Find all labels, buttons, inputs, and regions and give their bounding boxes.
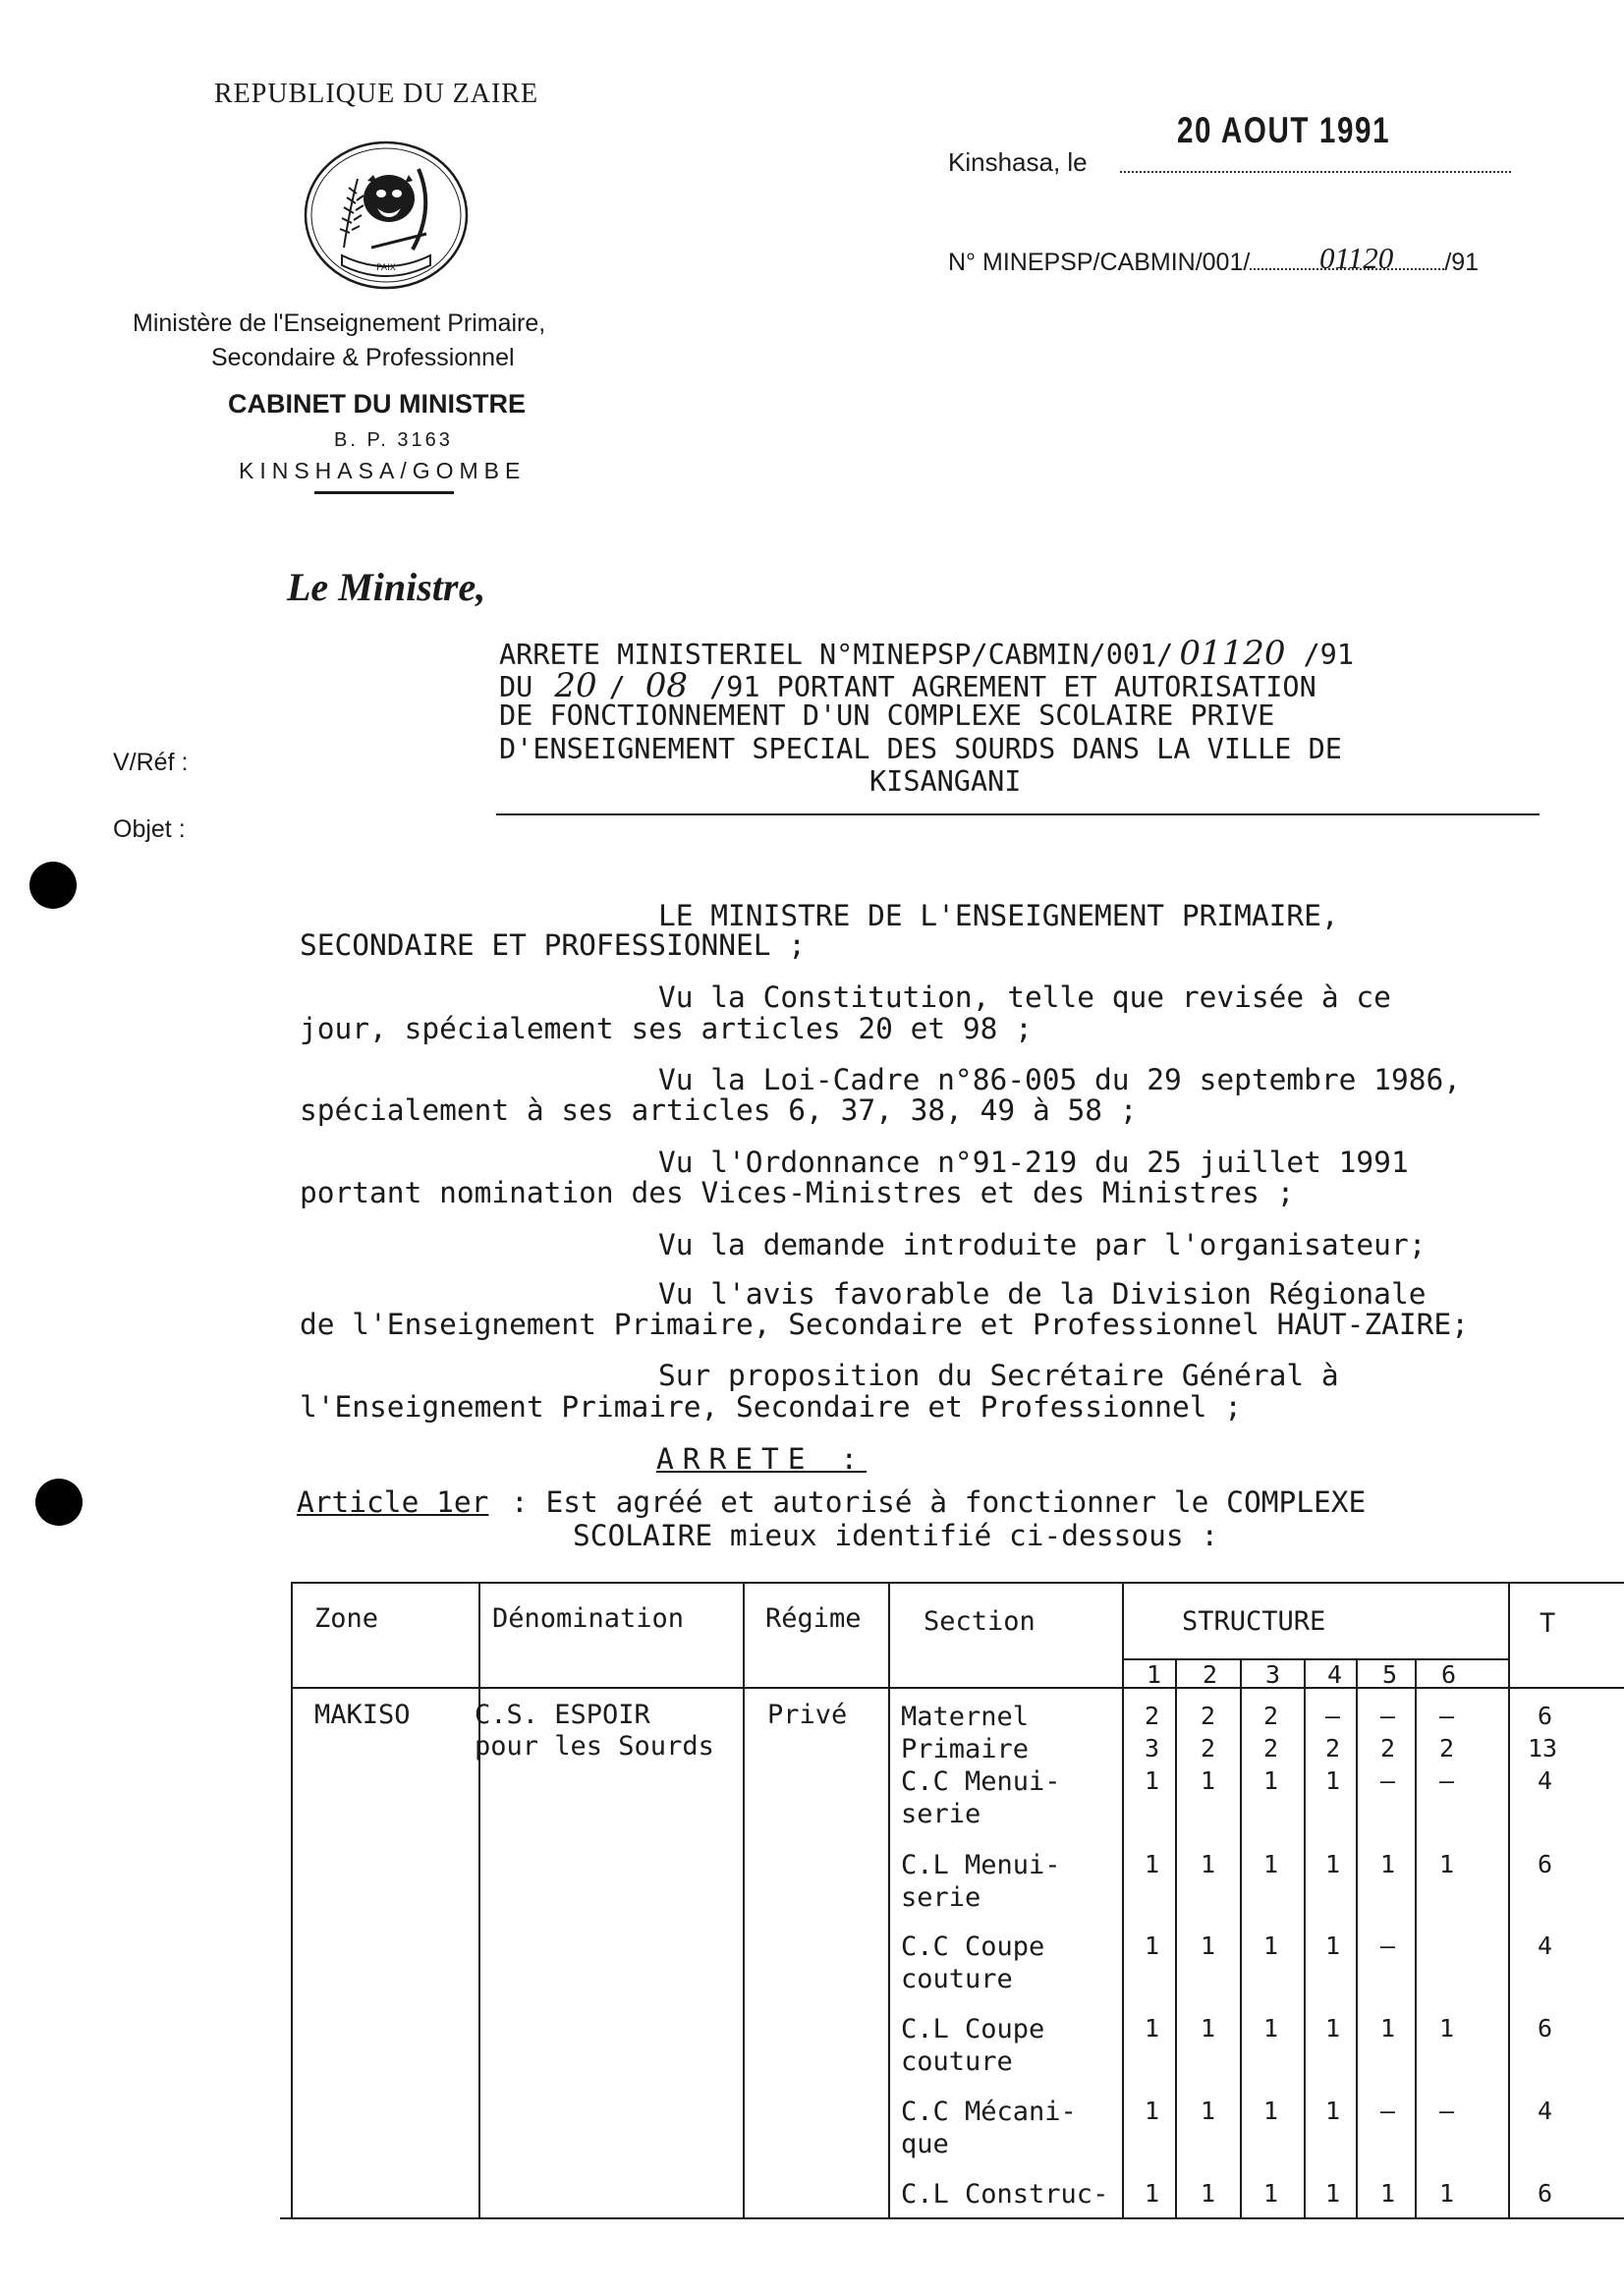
header-year-6: 6	[1441, 1660, 1457, 1689]
reference-handwritten-number: 01120	[1319, 241, 1394, 275]
column-divider	[888, 1582, 890, 2218]
reference-prefix: N° MINEPSP/CABMIN/001/	[948, 249, 1251, 276]
cell-section: C.L Menui-	[901, 1850, 1061, 1880]
cell-year-5: 1	[1380, 2014, 1396, 2043]
cell-year-5: –	[1380, 1702, 1396, 1730]
column-divider	[743, 1582, 745, 2218]
cell-year-3: 1	[1263, 2097, 1279, 2125]
cell-year-3: 1	[1263, 1850, 1279, 1878]
header-year-1: 1	[1147, 1660, 1162, 1689]
year-divider	[1356, 1658, 1358, 2218]
subject-line2: DU 20 / 08 /91 PORTANT AGREMENT ET AUTORISATION	[499, 666, 1316, 705]
cell-year-3: 1	[1263, 2179, 1279, 2208]
date-dotted-line	[1120, 171, 1511, 173]
whereas-demande: Vu la demande introduite par l'organisateur;	[658, 1228, 1427, 1261]
cell-year-5: 1	[1380, 2179, 1396, 2208]
cell-regime: Privé	[767, 1700, 848, 1730]
cell-year-4: 1	[1325, 1931, 1341, 1960]
place-date-label: Kinshasa, le	[948, 147, 1088, 177]
arrete-heading: ARRETE :	[656, 1442, 868, 1476]
cell-year-4: 1	[1325, 2014, 1341, 2043]
cell-section: serie	[901, 1882, 981, 1913]
cell-year-6: –	[1439, 1702, 1455, 1730]
cell-year-2: 1	[1201, 1931, 1216, 1960]
cell-section: C.C Coupe	[901, 1931, 1045, 1962]
cell-section: couture	[901, 1964, 1013, 1994]
cell-year-5: –	[1380, 2097, 1396, 2125]
cell-year-1: 1	[1145, 1766, 1160, 1795]
cell-section: C.C Menui-	[901, 1766, 1061, 1797]
cell-year-1: 1	[1145, 2097, 1160, 2125]
whereas-loi-cadre: Vu la Loi-Cadre n°86-005 du 29 septembre 1986,	[658, 1063, 1461, 1096]
header-section: Section	[924, 1606, 1036, 1637]
cell-year-4: –	[1325, 1702, 1341, 1730]
cell-year-5: 1	[1380, 1850, 1396, 1878]
cell-total: 4	[1538, 2097, 1553, 2125]
header-zone: Zone	[314, 1603, 379, 1634]
cell-year-1: 1	[1145, 1850, 1160, 1878]
cell-year-3: 1	[1263, 1931, 1279, 1960]
cell-year-2: 1	[1201, 1850, 1216, 1878]
cell-year-5: –	[1380, 1766, 1396, 1795]
vref-label: V/Réf :	[113, 749, 189, 776]
year-divider	[1175, 1658, 1177, 2218]
subject-rule	[496, 813, 1540, 815]
cell-year-4: 1	[1325, 1766, 1341, 1795]
subject-line4: D'ENSEIGNEMENT SPECIAL DES SOURDS DANS LA VILLE DE	[499, 733, 1342, 765]
postal-box: B. P. 3163	[334, 429, 453, 451]
ministry-name-line1: Ministère de l'Enseignement Primaire,	[133, 309, 546, 337]
cell-total: 6	[1538, 2179, 1553, 2208]
column-divider	[478, 1582, 480, 2218]
reference-suffix: /91	[1444, 249, 1480, 276]
column-divider	[1122, 1582, 1124, 2218]
cell-year-2: 1	[1201, 2097, 1216, 2125]
cell-year-1: 1	[1145, 2014, 1160, 2043]
cell-zone: MAKISO	[314, 1700, 411, 1730]
objet-label: Objet :	[113, 815, 186, 843]
cell-year-5: –	[1380, 1931, 1396, 1960]
whereas-avis-cont: de l'Enseignement Primaire, Secondaire et Professionnel HAUT-ZAIRE;	[300, 1308, 1469, 1341]
cell-year-1: 2	[1145, 1702, 1160, 1730]
whereas-constitution: Vu la Constitution, telle que revisée à ce	[658, 980, 1391, 1014]
whereas-avis: Vu l'avis favorable de la Division Régionale	[658, 1277, 1427, 1311]
header-denomination: Dénomination	[492, 1603, 685, 1634]
article-text-line2: SCOLAIRE mieux identifié ci-dessous :	[573, 1519, 1219, 1552]
header-year-5: 5	[1382, 1660, 1398, 1689]
cell-year-2: 1	[1201, 2179, 1216, 2208]
article-text-line1: : Est agréé et autorisé à fonctionner le COMPLEXE	[511, 1485, 1367, 1519]
cell-section: couture	[901, 2046, 1013, 2077]
year-divider	[1415, 1658, 1417, 2218]
cell-year-6: 1	[1439, 1850, 1455, 1878]
cell-total: 4	[1538, 1931, 1553, 1960]
cell-year-2: 2	[1201, 1702, 1216, 1730]
address-underline	[314, 491, 454, 494]
whereas-proposition: Sur proposition du Secrétaire Général à	[658, 1359, 1339, 1392]
subject-line1: ARRETE MINISTERIEL N°MINEPSP/CABMIN/001/ 01120 /91	[499, 634, 1354, 673]
table-border-left	[291, 1582, 293, 2218]
decree-title-line2: SECONDAIRE ET PROFESSIONNEL ;	[300, 928, 807, 962]
cell-section: Primaire	[901, 1734, 1030, 1764]
cell-section: que	[901, 2129, 949, 2159]
cell-section: C.C Mécani-	[901, 2097, 1077, 2127]
cell-total: 4	[1538, 1766, 1553, 1795]
cell-section: C.L Coupe	[901, 2014, 1045, 2044]
cell-year-6: –	[1439, 2097, 1455, 2125]
ministry-name-line2: Secondaire & Professionnel	[211, 344, 515, 371]
cell-denomination-line2: pour les Sourds	[475, 1731, 714, 1762]
cell-section: C.L Construc-	[901, 2179, 1109, 2210]
cell-year-4: 1	[1325, 1850, 1341, 1878]
cell-year-2: 1	[1201, 1766, 1216, 1795]
header-structure: STRUCTURE	[1182, 1606, 1326, 1637]
cell-year-2: 2	[1201, 1734, 1216, 1763]
header-total: T	[1540, 1608, 1556, 1639]
reference-number	[948, 249, 1479, 277]
subject-day: 20	[554, 666, 597, 705]
cell-year-6: 2	[1439, 1734, 1455, 1763]
decree-title-line1: LE MINISTRE DE L'ENSEIGNEMENT PRIMAIRE,	[658, 899, 1339, 932]
subject-month: 08	[644, 666, 689, 705]
header-year-2: 2	[1203, 1660, 1218, 1689]
header-regime: Régime	[765, 1603, 862, 1634]
whereas-ordonnance: Vu l'Ordonnance n°91-219 du 25 juillet 1991	[658, 1146, 1409, 1179]
punch-hole	[35, 1479, 83, 1526]
whereas-constitution-cont: jour, spécialement ses articles 20 et 98 ;	[300, 1012, 1033, 1045]
subject-handwritten-number: 01120	[1179, 634, 1286, 673]
cell-year-3: 1	[1263, 1766, 1279, 1795]
cell-year-6: –	[1439, 1766, 1455, 1795]
coat-of-arms-seal	[303, 140, 470, 292]
subject-line3: DE FONCTIONNEMENT D'UN COMPLEXE SCOLAIRE PRIVE	[499, 700, 1275, 732]
cell-year-3: 2	[1263, 1702, 1279, 1730]
cell-total: 6	[1538, 1702, 1553, 1730]
cell-year-1: 1	[1145, 1931, 1160, 1960]
whereas-proposition-cont: l'Enseignement Primaire, Secondaire et Professionnel ;	[300, 1390, 1243, 1424]
column-divider	[1508, 1582, 1510, 2218]
date-stamp: 20 AOUT 1991	[1177, 110, 1391, 150]
svg-text:PAIX: PAIX	[376, 263, 396, 273]
republic-title: REPUBLIQUE DU ZAIRE	[214, 79, 539, 109]
year-divider	[1240, 1658, 1242, 2218]
cell-year-2: 1	[1201, 2014, 1216, 2043]
cell-year-1: 1	[1145, 2179, 1160, 2208]
cell-year-3: 1	[1263, 2014, 1279, 2043]
whereas-loi-cadre-cont: spécialement à ses articles 6, 37, 38, 49 à 58 ;	[300, 1093, 1138, 1127]
cell-section: Maternel	[901, 1702, 1030, 1732]
table-border-top	[291, 1582, 1624, 1584]
cell-year-4: 1	[1325, 2097, 1341, 2125]
header-year-4: 4	[1327, 1660, 1343, 1689]
cell-year-4: 2	[1325, 1734, 1341, 1763]
cell-denomination-line1: C.S. ESPOIR	[475, 1700, 650, 1730]
cell-year-5: 2	[1380, 1734, 1396, 1763]
cell-total: 13	[1528, 1734, 1558, 1763]
cell-total: 6	[1538, 1850, 1553, 1878]
cell-year-6: 1	[1439, 2179, 1455, 2208]
table-border-bottom	[280, 2217, 1624, 2219]
cell-year-4: 1	[1325, 2179, 1341, 2208]
cell-total: 6	[1538, 2014, 1553, 2043]
year-divider	[1304, 1658, 1306, 2218]
header-year-3: 3	[1265, 1660, 1281, 1689]
punch-hole	[29, 862, 77, 909]
article-label: Article 1er	[297, 1485, 489, 1519]
cell-year-6: 1	[1439, 2014, 1455, 2043]
whereas-ordonnance-cont: portant nomination des Vices-Ministres et des Ministres ;	[300, 1176, 1295, 1209]
cell-year-3: 2	[1263, 1734, 1279, 1763]
signatory-title: Le Ministre,	[287, 565, 486, 609]
cell-year-1: 3	[1145, 1734, 1160, 1763]
subject-line5: KISANGANI	[869, 765, 1022, 798]
cabinet-title: CABINET DU MINISTRE	[228, 389, 526, 419]
cell-section: serie	[901, 1799, 981, 1829]
city-address: KINSHASA/GOMBE	[239, 458, 527, 483]
table-header-bottom	[291, 1687, 1624, 1689]
